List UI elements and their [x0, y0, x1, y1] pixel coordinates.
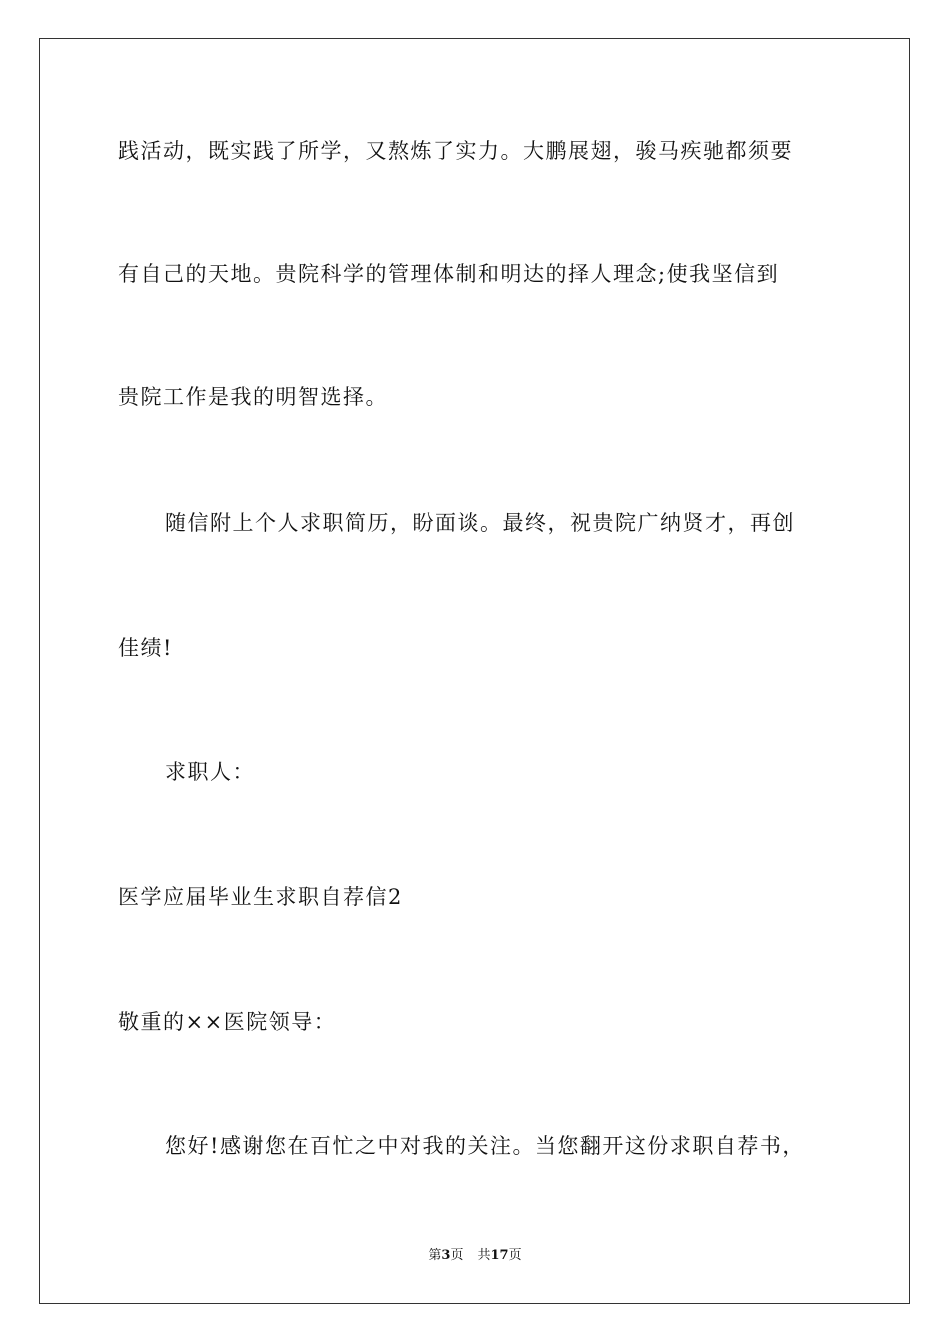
body-line-1: 践活动，既实践了所学，又熬炼了实力。大鹏展翅，骏马疾驰都须要	[118, 139, 793, 163]
page-border	[39, 38, 910, 1304]
letter-title: 医学应届毕业生求职自荐信2	[118, 885, 403, 909]
body-line-9: 您好!感谢您在百忙之中对我的关注。当您翻开这份求职自荐书，	[165, 1134, 805, 1158]
total-pages: 17	[490, 1248, 509, 1263]
signature-label: 求职人：	[165, 760, 255, 784]
body-line-3: 贵院工作是我的明智选择。	[118, 385, 388, 409]
page-suffix: 页	[450, 1248, 464, 1263]
page-number: 3	[441, 1248, 451, 1263]
total-suffix: 页	[508, 1248, 522, 1263]
body-line-2: 有自己的天地。贵院科学的管理体制和明达的择人理念;使我坚信到	[118, 262, 780, 286]
page-footer	[0, 1247, 950, 1265]
body-line-5: 佳绩!	[118, 636, 173, 660]
page-prefix: 第	[428, 1248, 442, 1263]
body-line-4: 随信附上个人求职简历，盼面谈。最终，祝贵院广纳贤才，再创	[165, 511, 795, 535]
salutation: 敬重的××医院领导：	[118, 1010, 337, 1034]
total-prefix: 共	[477, 1248, 491, 1263]
